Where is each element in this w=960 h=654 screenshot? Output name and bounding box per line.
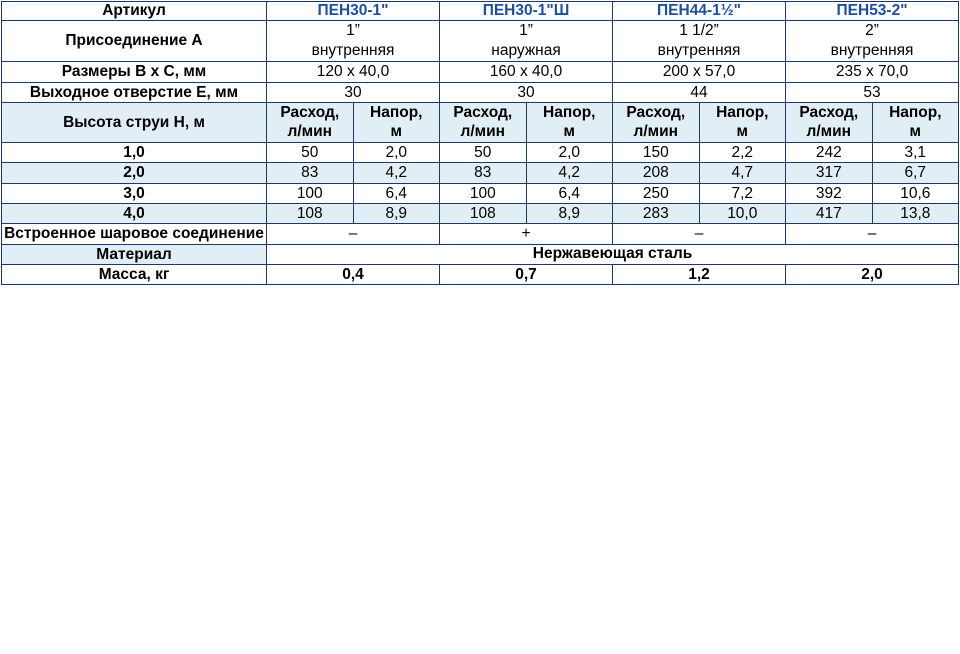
sub-header-head-4-line2: м (909, 123, 922, 141)
mass-value-4: 2,0 (786, 265, 959, 285)
connection-size-1: 1” (346, 22, 360, 39)
jet-1-cell-7: 242 (786, 142, 873, 162)
ball-joint-value-2: + (440, 224, 613, 244)
sub-header-flow-3-line1: Расход, (626, 104, 686, 122)
table-row-jet-4 (2, 203, 959, 223)
model-header-1: ПЕН30-1" (267, 2, 440, 21)
sub-header-head-1-line2: м (390, 123, 402, 141)
jet-4-cell-5: 283 (613, 203, 700, 223)
connection-size-4: 2” (865, 22, 879, 39)
jet-1-cell-3: 50 (440, 142, 527, 162)
mass-value-3: 1,2 (613, 265, 786, 285)
connection-type-2: наружная (491, 42, 561, 60)
jet-1-cell-1: 50 (267, 142, 354, 162)
row-label-mass: Масса, кг (2, 265, 267, 285)
table-row-jet-3 (2, 183, 959, 203)
jet-4-cell-8: 13,8 (872, 203, 959, 223)
jet-2-cell-6: 4,7 (699, 163, 786, 183)
sub-header-head-2 (526, 103, 613, 143)
sub-header-flow-4-line2: л/мин (806, 123, 852, 141)
model-header-3: ПЕН44-1½" (613, 2, 786, 21)
dimensions-value-4: 235 x 70,0 (786, 62, 959, 82)
row-label-outlet: Выходное отверстие E, мм (2, 82, 267, 102)
dimensions-value-2: 160 x 40,0 (440, 62, 613, 82)
material-value: Нержавеющая сталь (267, 244, 959, 264)
table-row-jet-header (2, 103, 959, 143)
header-label: Артикул (2, 2, 267, 21)
jet-2-cell-7: 317 (786, 163, 873, 183)
row-label-ball-joint: Встроенное шаровое соединение (2, 224, 267, 244)
sub-header-head-3 (699, 103, 786, 143)
table-row-connection (2, 21, 959, 62)
connection-value-2 (440, 21, 613, 62)
mass-value-1: 0,4 (267, 265, 440, 285)
jet-3-cell-7: 392 (786, 183, 873, 203)
jet-2-cell-8: 6,7 (872, 163, 959, 183)
jet-4-cell-4: 8,9 (526, 203, 613, 223)
table-row-dimensions (2, 62, 959, 82)
connection-type-4: внутренняя (830, 42, 914, 60)
model-header-4: ПЕН53-2" (786, 2, 959, 21)
jet-4-cell-1: 108 (267, 203, 354, 223)
sub-header-flow-1-line2: л/мин (287, 123, 332, 141)
jet-3-cell-2: 6,4 (353, 183, 440, 203)
ball-joint-value-3: – (613, 224, 786, 244)
jet-3-cell-3: 100 (440, 183, 527, 203)
sub-header-head-1 (353, 103, 440, 143)
dimensions-value-3: 200 x 57,0 (613, 62, 786, 82)
jet-1-cell-8: 3,1 (872, 142, 959, 162)
jet-3-cell-5: 250 (613, 183, 700, 203)
model-header-2: ПЕН30-1"Ш (440, 2, 613, 21)
ball-joint-value-4: – (786, 224, 959, 244)
outlet-value-4: 53 (786, 82, 959, 102)
mass-value-2: 0,7 (440, 265, 613, 285)
jet-height-3: 3,0 (2, 183, 267, 203)
sub-header-flow-4 (786, 103, 873, 143)
jet-1-cell-6: 2,2 (699, 142, 786, 162)
table-row-mass (2, 265, 959, 285)
sub-header-flow-2 (440, 103, 527, 143)
outlet-value-2: 30 (440, 82, 613, 102)
connection-value-3 (613, 21, 786, 62)
outlet-value-3: 44 (613, 82, 786, 102)
connection-value-1 (267, 21, 440, 62)
connection-type-3: внутренняя (657, 42, 741, 60)
specification-table (1, 1, 959, 285)
jet-4-cell-3: 108 (440, 203, 527, 223)
sub-header-flow-2-line1: Расход, (453, 104, 513, 122)
jet-3-cell-1: 100 (267, 183, 354, 203)
sub-header-head-2-line2: м (563, 123, 575, 141)
jet-3-cell-6: 7,2 (699, 183, 786, 203)
table-row-ball-joint (2, 224, 959, 244)
jet-2-cell-5: 208 (613, 163, 700, 183)
sub-header-flow-3 (613, 103, 700, 143)
jet-1-cell-4: 2,0 (526, 142, 613, 162)
table-row-jet-2 (2, 163, 959, 183)
jet-1-cell-2: 2,0 (353, 142, 440, 162)
jet-4-cell-7: 417 (786, 203, 873, 223)
jet-2-cell-1: 83 (267, 163, 354, 183)
jet-2-cell-4: 4,2 (526, 163, 613, 183)
sub-header-flow-2-line2: л/мин (460, 123, 506, 141)
jet-2-cell-2: 4,2 (353, 163, 440, 183)
connection-value-4 (786, 21, 959, 62)
dimensions-value-1: 120 x 40,0 (267, 62, 440, 82)
jet-3-cell-4: 6,4 (526, 183, 613, 203)
sub-header-head-1-line1: Напор, (370, 104, 423, 122)
jet-4-cell-2: 8,9 (353, 203, 440, 223)
ball-joint-value-1: – (267, 224, 440, 244)
row-label-dimensions: Размеры B x C, мм (2, 62, 267, 82)
jet-height-1: 1,0 (2, 142, 267, 162)
sub-header-head-3-line2: м (736, 123, 748, 141)
connection-size-3: 1 1/2” (679, 22, 719, 39)
sub-header-flow-1 (267, 103, 354, 143)
row-label-connection: Присоединение A (2, 21, 267, 62)
table-row-jet-1 (2, 142, 959, 162)
sub-header-flow-1-line1: Расход, (280, 104, 340, 122)
jet-3-cell-8: 10,6 (872, 183, 959, 203)
outlet-value-1: 30 (267, 82, 440, 102)
connection-size-2: 1” (519, 22, 533, 39)
jet-height-4: 4,0 (2, 203, 267, 223)
table-row-header (2, 2, 959, 21)
sub-header-head-4 (872, 103, 959, 143)
jet-4-cell-6: 10,0 (699, 203, 786, 223)
jet-height-2: 2,0 (2, 163, 267, 183)
jet-2-cell-3: 83 (440, 163, 527, 183)
sub-header-flow-3-line2: л/мин (633, 123, 679, 141)
sub-header-flow-4-line1: Расход, (799, 104, 859, 122)
table-row-outlet (2, 82, 959, 102)
sub-header-head-2-line1: Напор, (543, 104, 596, 122)
row-label-jet-height: Высота струи H, м (2, 103, 267, 143)
sub-header-head-3-line1: Напор, (716, 104, 769, 122)
sub-header-head-4-line1: Напор, (889, 104, 942, 122)
connection-type-1: внутренняя (311, 42, 395, 60)
table-row-material (2, 244, 959, 264)
jet-1-cell-5: 150 (613, 142, 700, 162)
row-label-material: Материал (2, 244, 267, 264)
